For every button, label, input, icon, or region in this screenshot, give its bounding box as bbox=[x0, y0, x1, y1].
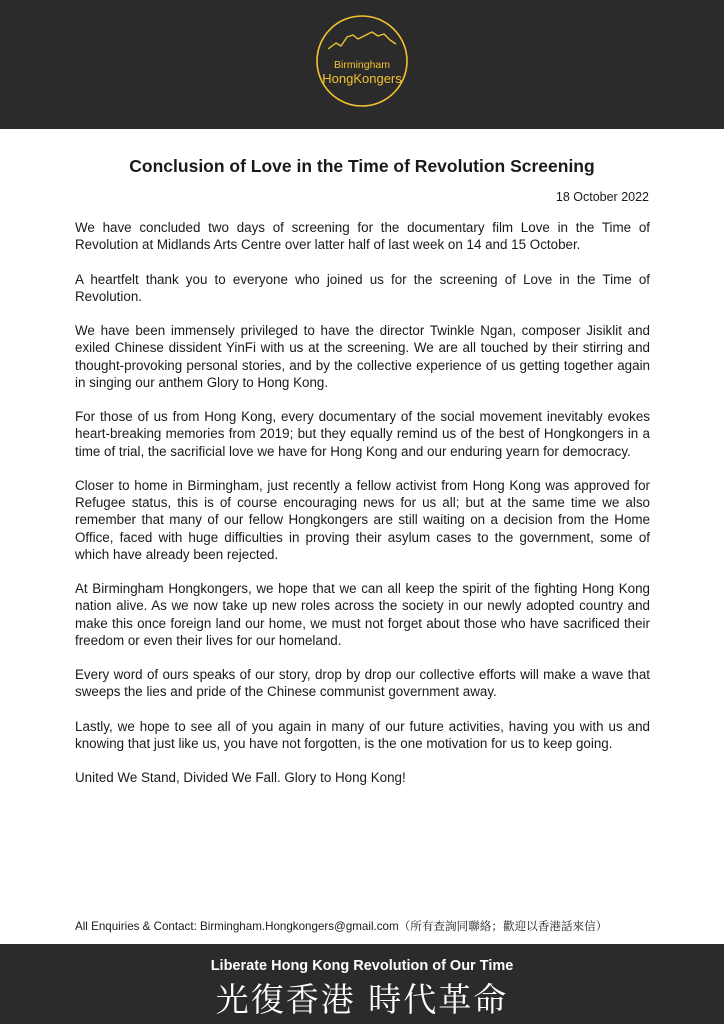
slogan-chinese: 光復香港 時代革命 bbox=[215, 980, 509, 1019]
body-paragraph: We have concluded two days of screening for the documentary film Love in the Time of Revolution at Midlands Arts Centre over latter half of last week on 14 and 15 October. bbox=[75, 220, 650, 253]
body-paragraph: United We Stand, Divided We Fall. Glory to Hong Kong! bbox=[75, 770, 406, 786]
body-paragraph: At Birmingham Hongkongers, we hope that we can all keep the spirit of the fighting Hong Kong nation alive. As we now take up new roles across the society in our newly adopted country and make this once foreign land our home, we must not forget about those who have sacrificed their freedom or even their lives for our homeland. bbox=[75, 581, 650, 648]
document-date: 18 October 2022 bbox=[555, 190, 649, 204]
logo-text-hongkongers: HongKongers bbox=[322, 71, 402, 86]
birmingham-hongkongers-logo bbox=[314, 13, 410, 109]
body-paragraph: A heartfelt thank you to everyone who joined us for the screening of Love in the Time of Revolution. bbox=[75, 271, 650, 304]
logo-emblem bbox=[314, 13, 410, 109]
body-paragraph: For those of us from Hong Kong, every documentary of the social movement inevitably evokes heart-breaking memories from 2019; but they equally remind us of the best of Hongkongers in a time of trial, the sacrificial love we have for Hong Kong and our enduring yearn for democracy. bbox=[75, 409, 650, 459]
header-banner bbox=[0, 0, 724, 129]
body-paragraph: Every word of ours speaks of our story, drop by drop our collective efforts will make a wave that sweeps the lies and pride of the Chinese communist government away. bbox=[75, 667, 650, 700]
contact-line: All Enquiries & Contact: Birmingham.Hongkongers@gmail.com（所有查詢同聯絡；歡迎以香港話來信） bbox=[75, 920, 608, 933]
body-paragraph: Lastly, we hope to see all of you again in many of our future activities, having you with us and knowing that just like us, you have not forgotten, is the one motivation for us to keep going. bbox=[75, 718, 650, 751]
body-paragraph: Closer to home in Birmingham, just recently a fellow activist from Hong Kong was approved for Refugee status, this is of course encouraging news for us all; but at the same time we also remember that many of our fellow Hongkongers are still waiting on a decision from the Home Office, faced with huge difficulties in proving their asylum cases to the government, some of which have already been rejected. bbox=[75, 477, 650, 562]
slogan-english: Liberate Hong Kong Revolution of Our Time bbox=[210, 958, 514, 974]
document-body bbox=[75, 219, 650, 804]
logo-text-birmingham: Birmingham bbox=[333, 59, 391, 71]
body-paragraph: We have been immensely privileged to have the director Twinkle Ngan, composer Jisiklit and exiled Chinese dissident YinFi with us at the screening. We are all touched by their stirring and thought-provoking personal stories, and by the collective experience of us getting together again in singing our anthem Glory to Hong Kong. bbox=[75, 323, 650, 390]
document-title: Conclusion of Love in the Time of Revolution Screening bbox=[129, 156, 595, 176]
